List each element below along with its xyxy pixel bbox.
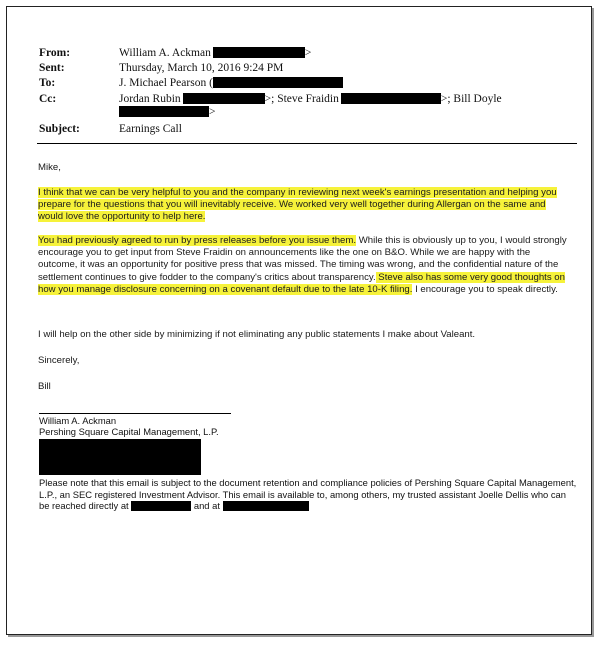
redaction-block <box>39 439 201 475</box>
signature-block <box>39 415 219 437</box>
highlight-steve-thoughts: Steve also has some very good thoughts on <box>375 271 565 283</box>
highlight-disclosure: how you manage disclosure concerning on a covenant default due to the late 10-K filing. <box>38 283 413 295</box>
footer-text-2: and at <box>191 500 223 512</box>
redaction-block <box>131 501 191 511</box>
footer-text-1: Please note that this email is subject to the document retention and compliance policies of Pershing Square Capital Management, L.P., an SEC registered Investment Advisor. This email is available to, among others, my trusted assistant Joelle Dellis who can be reached directly at <box>39 477 577 512</box>
from-suffix: > <box>304 47 312 59</box>
signature-name: William A. Ackman <box>39 415 117 426</box>
redaction-block <box>223 501 309 511</box>
redaction-block <box>213 47 305 58</box>
compliance-footer <box>39 477 579 512</box>
paragraph-1-text: I think that we can be very helpful to you and the company in reviewing next week's earnings presentation and helping you prepare for the questions that you will inevitably receive. We worked very well together during Allergan on the same and would love the opportunity to help here. <box>38 187 557 223</box>
redaction-block <box>213 77 343 88</box>
sent-label: Sent: <box>39 62 65 74</box>
highlight-press-releases: You had previously agreed to run by press releases before you issue them. <box>38 235 357 246</box>
paragraph-2-text-a: While this is obviously up to you, I would strongly encourage you to get input from Steve Fraidin on announcements like the one on B&O. While we are happy with the outcome, it was an opportunity for positive press that was missed. The timing was wrong, and the confidential nature of the settlement continues to give fodder to the company's critics about transparency. <box>38 235 567 283</box>
cc-label: Cc: <box>39 93 57 105</box>
from-label: From: <box>39 47 71 59</box>
cc-sep-3: > <box>209 106 216 118</box>
cc-sep-1: >; Steve Fraidin <box>264 93 339 105</box>
to-value <box>119 77 343 90</box>
cc-name-1: Jordan Rubin <box>119 93 181 105</box>
subject-value: Earnings Call <box>119 123 182 135</box>
signoff-name: Bill <box>38 381 51 392</box>
signature-divider <box>39 413 231 414</box>
sent-value: Thursday, March 10, 2016 9:24 PM <box>119 62 284 74</box>
redaction-block <box>183 93 265 104</box>
paragraph-2-text-b: I encourage you to speak directly. <box>412 283 558 295</box>
cc-value <box>119 93 502 106</box>
from-name: William A. Ackman <box>119 47 211 59</box>
signature-company: Pershing Square Capital Management, L.P. <box>39 426 219 437</box>
subject-label: Subject: <box>39 123 80 135</box>
header-divider <box>37 143 577 144</box>
cc-value-cont <box>119 106 216 119</box>
cc-sep-2: >; Bill Doyle <box>440 93 502 105</box>
greeting: Mike, <box>38 162 61 173</box>
document-page <box>6 6 592 635</box>
redaction-block <box>341 93 441 104</box>
redaction-block <box>119 106 209 117</box>
to-label: To: <box>39 77 56 89</box>
paragraph-3: I will help on the other side by minimizing if not eliminating any public statements I make about Valeant. <box>38 329 476 340</box>
to-name: J. Michael Pearson ( <box>119 77 213 89</box>
from-value <box>119 47 311 60</box>
paragraph-1 <box>38 187 568 224</box>
closing: Sincerely, <box>38 355 80 366</box>
paragraph-2 <box>38 235 568 296</box>
